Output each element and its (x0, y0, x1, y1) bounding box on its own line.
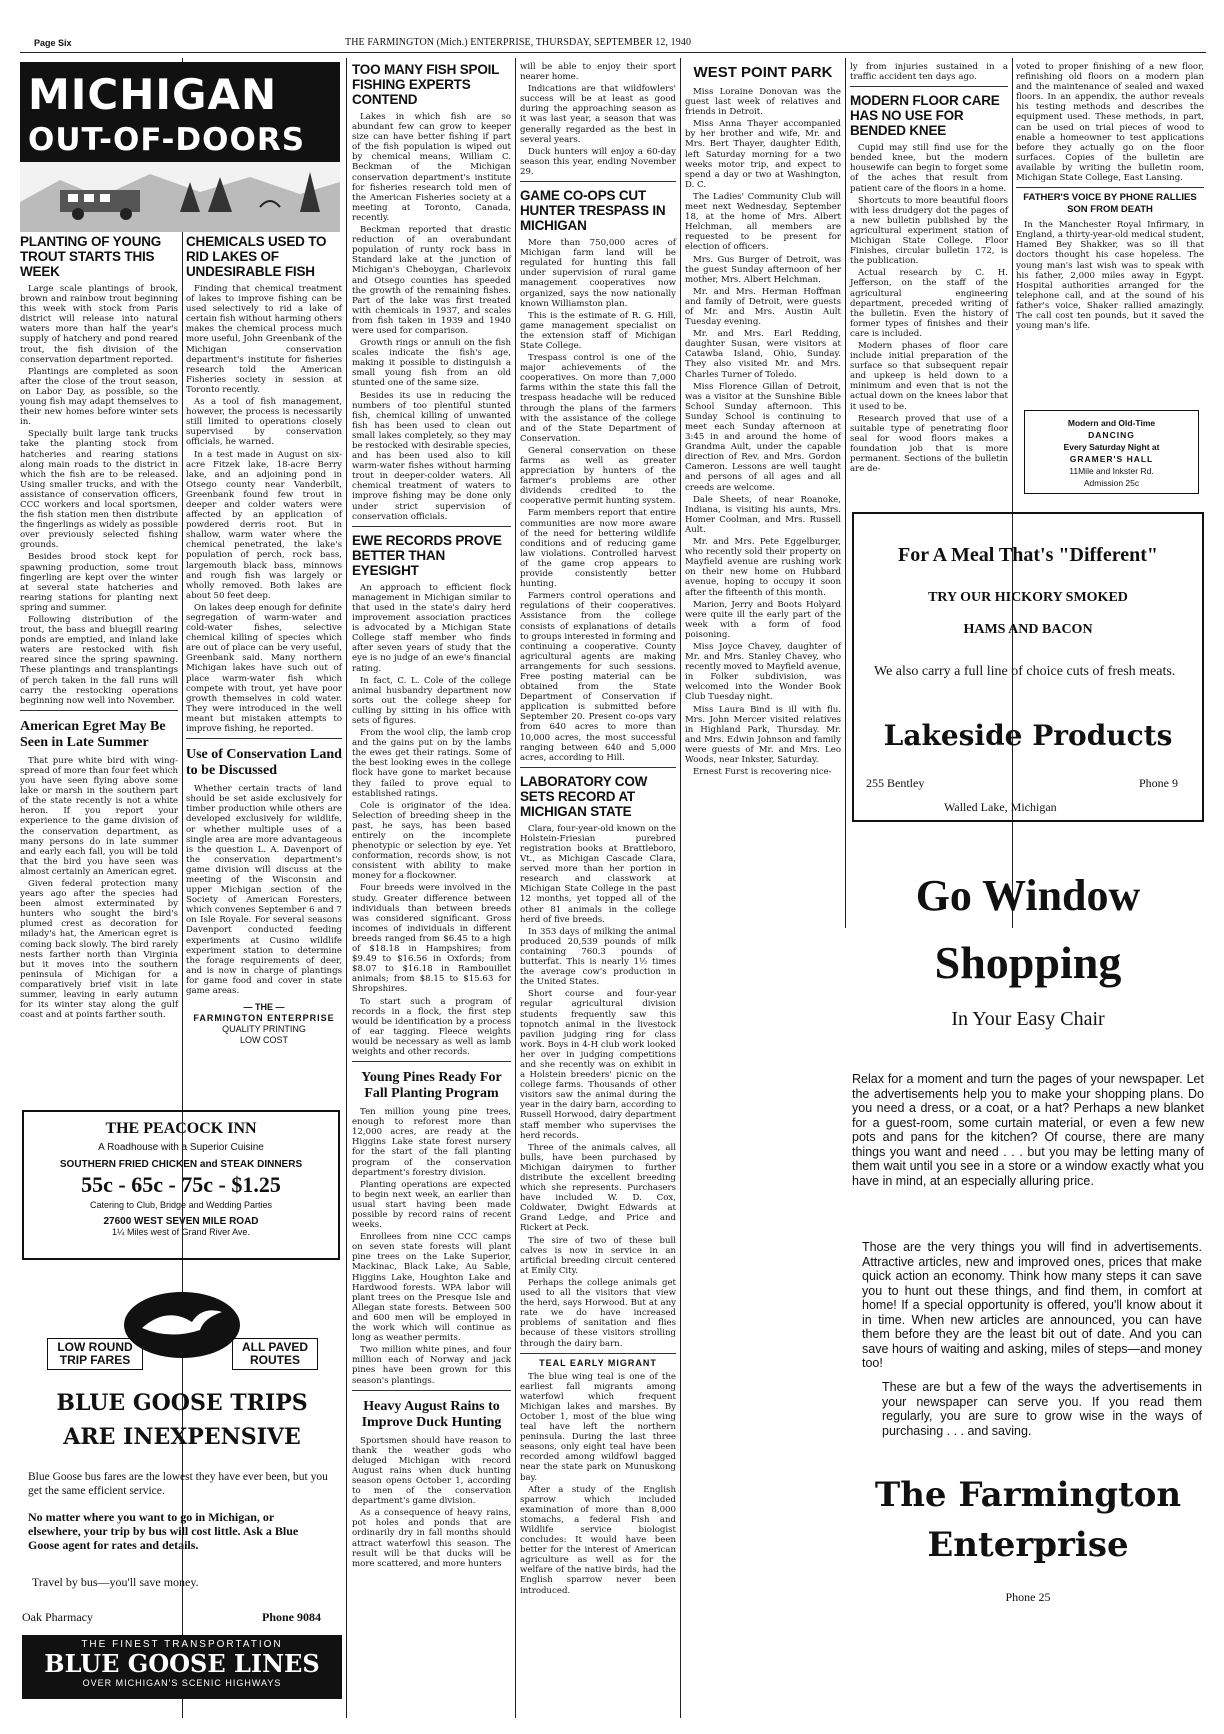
goose-banner-line: OVER MICHIGAN'S SCENIC HIGHWAYS (82, 1678, 282, 1688)
article-paragraph: Growth rings or annuli on the fish scales indicate the fish's age, making it possible to distinguish a small young fish from an old stunted one of the same size. (352, 338, 511, 389)
column-4 (520, 62, 676, 1712)
headline-floor-care: MODERN FLOOR CARE HAS NO USE FOR BENDED KNEE (850, 93, 1000, 139)
column-rule (845, 58, 846, 928)
lakeside-line: TRY OUR HICKORY SMOKED (928, 590, 1128, 605)
goose-headline-1: BLUE GOOSE TRIPS (56, 1390, 308, 1416)
headline-laboratory-cow: LABORATORY COW SETS RECORD AT MICHIGAN STATE (520, 773, 648, 819)
article-paragraph: ly from injuries sustained in a traffic accident ten days ago. (850, 62, 1008, 83)
peacock-sub: A Roadhouse with a Superior Cuisine (98, 1142, 264, 1153)
headline-conservation-land: Use of Conservation Land to be Discussed (186, 747, 342, 779)
article-paragraph: On lakes deep enough for definite segregation of warm-water and cold-water fishes, selective chemical killing of species which are out of place can be very useful, Greenbank said. Many northern Michigan lakes have such out of place warm-water fish which compete with trout, yet have poor growth themselves in cold water. They were introduced in the well meant but mistaken attempts to improve fishing, he reported. (186, 602, 342, 735)
article-paragraph: This is the estimate of R. G. Hill, game management specialist on the extension staff of Michigan State College. (520, 310, 676, 351)
article-paragraph: In a test made in August on six-acre Fitzek lake, 18-acre Berry lake, and an adjoining pond in Otsego county near Vanderbilt, Greenbank found few trout in deeper and colder waters were affected by an application of powdered derris root. But in shallow, warm water where the chemical penetrated, the lake's population of perch, rock bass, largemouth black bass, minnows and rough fish was largely or wholly removed. Both lakes are about 50 feet deep. (186, 449, 342, 601)
column-rule (515, 58, 516, 1718)
goose-paragraph: No matter where you want to go in Michigan, or elsewhere, your trip by bus will cost little. Ask a Blue Goose agent for rates and details. (28, 1510, 299, 1552)
article-paragraph: More than 750,000 acres of Michigan farm land will be regulated for hunting this fall under supervision of rural game management cooperatives now organized, says the now nationally known Williamston plan. (520, 238, 676, 309)
column-rule (346, 58, 347, 1718)
column-rule (680, 58, 681, 1718)
article-paragraph: As a consequence of heavy rains, pot holes and ponds that are ordinarily dry in fall months should attract waterfowl this season. The result will be that ducks will be more scattered, and more hunters (352, 1508, 511, 1569)
window-brand-2: Enterprise (927, 1525, 1129, 1565)
article-paragraph: Cole is originator of the idea. Selection of breeding sheep in the past, he says, has been based entirely on the incomplete phenotypic or selection by eye. Yet conformation, records show, is not consistent with ability to make money for a flockowner. (352, 800, 511, 882)
goose-paragraph: Travel by bus—you'll save money. (32, 1575, 199, 1589)
divider (352, 526, 511, 527)
divider (186, 738, 342, 739)
headline-west-point-park: WEST POINT PARK (693, 64, 833, 81)
masthead: THE FARMINGTON (Mich.) ENTERPRISE, THURSDAY, SEPTEMBER 12, 1940 (345, 37, 692, 48)
window-headline-1: Go Window (915, 871, 1141, 920)
article-paragraph: Finding that chemical treatment of lakes to improve fishing can be used selectively to rid a lake of certain fish without harming others makes the chemical process much more useful, John Greenbank of the Michigan conservation department's institute for fisheries research told the American Fisheries society in session at Toronto recently. (186, 284, 342, 395)
article-paragraph: Enrollees from nine CCC camps on seven state forests will plant pine trees on the Lake Superior, Mackinac, Black Lake, Au Sable, Higgins Lake, Houghton Lake and Hardwood forests. WPA labor will plant trees on the Presque Isle and Allegan state forests. Between 500 and 600 men will be employed in the work which will continue as long as weather permits. (352, 1232, 511, 1344)
article-paragraph: Beckman reported that drastic reduction of an overabundant population of runty rock bass in Standard lake at the junction of Michigan's Cheboygan, Charlevoix and Otsego counties has speeded the growth of the remaining fishes. Part of the lake was first treated with chemicals in 1937, and scales from fish taken in 1939 and 1940 were used for comparison. (352, 225, 511, 336)
goose-paragraph: Blue Goose bus fares are the lowest they have ever been, but you get the same efficient service. (28, 1471, 328, 1497)
article-paragraph: Besides brood stock kept for spawning production, some trout fingerling are kept over the winter at several state hatcheries and rearing stations for planting next spring and summer. (20, 552, 178, 613)
lakeside-phone: Phone 9 (1139, 776, 1178, 790)
article-paragraph: From the wool clip, the lamb crop and the gains put on by the lambs the ewes get their ratings. Some of the best looking ewes in the college flock have gone to market because they failed to prove equal to established ratings. (352, 728, 511, 799)
goose-headline-2: ARE INEXPENSIVE (63, 1424, 301, 1450)
divider (520, 767, 676, 768)
header-rule (20, 52, 1206, 53)
printing-ad-line: — THE — (243, 1002, 285, 1013)
column-3 (352, 62, 511, 1712)
article-paragraph: Short course and four-year regular agricultural division students frequently saw this topnotch animal in the livestock pavilion judging ring for class work. Boys in 4-H club work looked her over in judging competitions and she recently was on exhibit in a Holstein breeders' picnic on the college farms. Thousands of other visitors saw the animal during the year in the dairy barn, according to Russell Horwood, dairy department staff member who supervises the herd records. (520, 989, 676, 1141)
article-paragraph: Lakes in which fish are so abundant few can grow to keeper size can have better fishing if part of the fish population is wiped out by chemical means, William C. Beckman of the Michigan conservation department's institute for fisheries research told men of the American Fisheries society at a meeting at Toronto, Canada, recently. (352, 112, 511, 223)
banner-line1: MICHIGAN (28, 70, 278, 119)
peacock-address: 27600 WEST SEVEN MILE ROAD (103, 1216, 259, 1227)
lakeside-address: 255 Bentley (866, 776, 925, 790)
headline-game-coops: GAME CO-OPS CUT HUNTER TRESPASS IN MICHIGAN (520, 188, 666, 234)
article-paragraph: Miss Florence Gillan of Detroit, was a visitor at the Sunshine Bible School Sunday afternoon. This Sunday School is continuing to meet each Sunday afternoon at 3:45 in and around the home of Grandma Ault, under the capable direction of Rev. and Mrs. Gordon Cameron. Lessons are well taught and persons of all ages and all creeds are welcome. (685, 381, 841, 493)
article-paragraph: Plantings are completed as soon after the close of the trout season, on Labor Day, as possible, so the young fish may adapt themselves to their new homes before winter sets in. (20, 366, 178, 428)
article-paragraph: Mr. and Mrs. Earl Redding, daughter Susan, were visitors at Catawba Island, Ohio, Sunday. They also visited Mr. and Mrs. Charles Turner of Toledo. (685, 329, 841, 380)
lakeside-brand: Lakeside Products (883, 719, 1173, 752)
peacock-dinners: SOUTHERN FRIED CHICKEN and STEAK DINNERS (59, 1159, 303, 1170)
lakeside-town: Walled Lake, Michigan (944, 800, 1057, 814)
article-paragraph: Large scale plantings of brook, brown and rainbow trout beginning this week with stock from Paris district will release into natural waters more than half the year's supply of hatchery and pond reared trout, the fish division of the conservation department reported. (20, 284, 178, 365)
article-paragraph: Perhaps the college animals get used to all the visitors that view the herd, says Horwood. But at any rate we do have increased problems of sanitation and flies because of these visitors strolling through the dairy barn. (520, 1277, 676, 1349)
goose-left-label: LOW ROUND TRIP FARES (47, 1338, 143, 1370)
goose-banner-brand: BLUE GOOSE LINES (44, 1649, 320, 1678)
article-paragraph: Mrs. Gus Burger of Detroit, was the guest Sunday afternoon of her mother, Mrs. Albert Helchman. (685, 254, 841, 285)
lakeside-line: We also carry a full line of choice cuts of fresh meats. (874, 664, 1176, 679)
column-2 (186, 228, 342, 1046)
article-paragraph: will be able to enjoy their sport nearer home. (520, 62, 676, 83)
divider (520, 1353, 676, 1354)
peacock-inn-ad (22, 1110, 340, 1260)
window-paragraph: Those are the very things you will find in advertisements. Attractive articles, new and improved ones, prices that make quick action an economy. Think how many steps it can save you to hunt out these things, and find them, in comfort at home! If a special opportunity is offered, you'll know about it in time. When new articles are announced, you can have them before they are the least bit out of date. And you can save hours of waiting and asking, miles of steps—and money too! (862, 1240, 1202, 1370)
dance-line: Admission 25c (1083, 478, 1140, 488)
window-headline-2: Shopping (934, 937, 1122, 988)
article-paragraph: Miss Joyce Chavey, daughter of Mr. and Mrs. Stanley Chavey, who recently moved to Mayfield avenue, in Folker subdivision, was welcomed into the Wonder Book Club Tuesday night. (685, 641, 841, 703)
dance-line: 11Mile and Inkster Rd. (1069, 466, 1154, 476)
headline-too-many-fish: TOO MANY FISH SPOIL FISHING EXPERTS CONTEND (352, 62, 499, 107)
article-paragraph: Miss Loraine Donovan was the guest last week of relatives and friends in Detroit. (685, 87, 841, 118)
article-paragraph: Given federal protection many years ago after the species had been almost exterminated by hunters who sought the bird's plumed crest as decoration for milady's hat, the American egret is coming back slowly. The bird rarely nests farther north than Virginia but it moves into the southern peninsula of Michigan for a comparatively brief visit in late summer, leaving in early autumn for its winter stay along the gulf coast and at points farther south. (20, 878, 178, 1021)
column-5 (685, 62, 841, 852)
article-paragraph: Sportsmen should have reason to thank the weather gods who deluged Michigan with record August rains when duck hunting season opens October 1, according to men of the conservation department's game division. (352, 1435, 511, 1507)
article-paragraph: The blue wing teal is one of the earliest fall migrants among waterfowl which frequent Michigan lakes and marshes. By October 1, most of the blue wing teal have left the northern peninsula. During the last three seasons, only eight teal have been recorded among wildfowl bagged near the state park on Munuskong bay. (520, 1371, 676, 1483)
lakeside-line: HAMS AND BACON (963, 622, 1093, 637)
article-paragraph: Actual research by C. H. Jefferson, on the staff of the agricultural engineering department, preceded writing of the bulletin. Even the history of former types of finishes and their care is included. (850, 268, 1008, 339)
peacock-address2: 1¼ Miles west of Grand River Ave. (112, 1227, 250, 1237)
article-paragraph: Research proved that use of a suitable type of penetrating floor seal for wood floors makes a foundation job that is more permanent. Sections of the bulletin are de- (850, 413, 1008, 475)
article-paragraph: The Ladies' Community Club will meet next Wednesday, September 18, at the home of Mrs. Albert Helchman, all members are requested to be present for election of officers. (685, 191, 841, 253)
lakeside-title: For A Meal That's "Different" (898, 544, 1158, 566)
column-6 (850, 62, 1008, 502)
page-number: Page Six (34, 38, 72, 48)
dance-line: Every Saturday Night at (1063, 442, 1160, 452)
article-paragraph: Besides its use in reducing the numbers of too plentiful stunted fish, chemical killing of unwanted fish has been used to clean out small lakes completely, so they may be restocked with desirable species, and has been used also to kill warm-water fishes without harming trout in deeper-colder waters. All chemical treatment of waters to improve fishing may be done only under strict supervision of conservation officials. (352, 390, 511, 522)
divider (20, 710, 178, 711)
article-paragraph: To start such a program of records in a flock, the first step would be identification by a process of ear tagging. Fleece weights would be necessary as well as lamb weights and other records. (352, 996, 511, 1057)
article-paragraph: After a study of the English sparrow which included examination of more than 8,000 stomachs, a federal Fish and Wildlife service biologist concludes: It would have been better for the interest of American agriculture as well as for the welfare of the native birds, had the English sparrow never been introduced. (520, 1484, 676, 1596)
window-headline-3: In Your Easy Chair (951, 1008, 1105, 1030)
article-paragraph: That pure white bird with wing-spread of more than four feet which you have seen flying above some lake or marsh in the southern part of the state recently is not a white heron. If you report your experience to the game division of the conservation department, as many persons do in late summer and early each fall, you will be told that the bird you have seen was almost certainly an American egret. (20, 755, 178, 877)
window-brand-1: The Farmington (874, 1475, 1182, 1515)
window-phone: Phone 25 (1005, 1590, 1051, 1604)
article-paragraph: The sire of two of these bull calves is now in service in an artificial breeding circuit centered at Emily City. (520, 1235, 676, 1276)
article-paragraph: Cupid may still find use for the bended knee, but the modern housewife can begin to forget some of the aches that result from patient care of the floors in a home. (850, 143, 1008, 194)
article-paragraph: Dale Sheets, of near Roanoke, Indiana, is visiting his aunts, Mrs. Homer Coolman, and Mrs. Russell Ault. (685, 494, 841, 535)
goose-banner-line: THE FINEST TRANSPORTATION (81, 1639, 283, 1650)
peacock-prices: 55c - 65c - 75c - $1.25 (81, 1172, 281, 1197)
banner-line2: OUT-OF-DOORS (28, 122, 306, 158)
headline-ewe-records: EWE RECORDS PROVE BETTER THAN EYESIGHT (352, 532, 502, 578)
headline-fathers-voice: FATHER'S VOICE BY PHONE RALLIES SON FROM DEATH (1023, 192, 1197, 216)
article-paragraph: Specially built large tank trucks take the planting stock from hatcheries and rearing stations along main roads to the district in which the fish are to be released. Using smaller trucks, and with the assistance of conservation officers, CCC workers and local sportsmen, the fish station men then distribute the fingerlings as widely as possible over previously selected fishing grounds. (20, 429, 178, 551)
goose-agent: Oak Pharmacy (22, 1610, 93, 1624)
article-paragraph: General conservation on these farms as well as greater appreciation by hunters of the farmer's problems are other dividends credited to the cooperative permit hunting system. (520, 445, 676, 507)
window-paragraph: Relax for a moment and turn the pages of your newspaper. Let the advertisements help you to make your shopping plans. Do you need a dress, or a coat, or a hat? Perhaps a new blanket for a guest-room, some curtain material, or even a few new pots and pans for the kitchen? Of course, there are many things you want and need . . . but you may be letting many of them wait until you see in a store or a window exactly what you have in mind, at an especially alluring price. (852, 1072, 1204, 1188)
window-shopping-ad (852, 840, 1204, 1714)
peacock-title: THE PEACOCK INN (105, 1120, 257, 1137)
printing-ad-line: QUALITY PRINTING (222, 1024, 306, 1035)
article-paragraph: Farmers control operations and regulations of their cooperatives. Assistance from the college consists of explanations of details to groups interested in forming and continuing a cooperative. County agricultural agents are making arrangements for such sessions. Free posting material can be obtained from the State Department of Conservation if application is submitted before September 20. Present co-ops vary from 640 acres to more than 10,000 acres, the most successful ranging between 640 and 5,000 acres, according to Hill. (520, 591, 676, 763)
goose-phone: Phone 9084 (262, 1610, 322, 1624)
article-paragraph: Ten million young pine trees, enough to reforest more than 12,000 acres, are ready at the Higgins Lake state forest nursery for the start of the fall planting program of the conservation department's forestry division. (352, 1107, 511, 1178)
dance-line: Modern and Old-Time (1067, 418, 1156, 428)
article-paragraph: An approach to efficient flock management in Michigan similar to that used in the state's dairy herd improvement association practices is advocated by a Michigan State College staff member who finds after seven years of study that the eye is no judge of an ewe's financial rating. (352, 582, 511, 674)
printing-ad-line: LOW COST (239, 1035, 288, 1046)
lakeside-products-ad (852, 512, 1204, 822)
dance-line: DANCING (1088, 430, 1135, 440)
headline-young-pines: Young Pines Ready For Fall Planting Program (361, 1070, 502, 1102)
column-1 (20, 228, 178, 1021)
headline-trout: PLANTING OF YOUNG TROUT STARTS THIS WEEK (20, 234, 162, 279)
article-paragraph: In fact, C. L. Cole of the college animal husbandry department now sorts out the college sheep for culling by sitting in his office with sets of figures. (352, 675, 511, 726)
article-paragraph: Mr. and Mrs. Herman Hoffman and family of Detroit, were guests of Mr. and Mrs. Austin Ault Tuesday evening. (685, 286, 841, 328)
printing-ad-line: FARMINGTON ENTERPRISE (193, 1013, 335, 1024)
article-paragraph: Whether certain tracts of land should be set aside exclusively for timber production while others are developed exclusively for wildlife, or whether multiple uses of a single area are more advantageous is the question L. A. Davenport of the conservation department's game division will discuss at the meeting of the Wisconsin and upper Michigan section of the Society of American Foresters, which convenes September 6 and 7 on Isle Royale. For several seasons Davenport conducted feeding experiments at Cusino wildlife experiment station to determine the forage requirements of deer, and is now in charge of plantings for game food and cover in state game areas. (186, 784, 342, 996)
article-paragraph: voted to proper finishing of a new floor, refinishing old floors on a modern plan and the maintenance of sealed and waxed floors. In an appendix, the author reveals his testing methods and describes the equipment used. These methods, in part, can be used on trial pieces of wood to enable a homeowner to test applications before they actually go on the floor surfaces. Copies of the bulletin are available by writing the bulletin room, Michigan State College, East Lansing. (1016, 62, 1204, 184)
article-paragraph: Four breeds were involved in the study. Greater difference between individuals than between breeds was considered significant. Gross incomes of individuals in different breeds ranged from $6.45 to a high of $18.18 in Hampshires; from $9.49 to $16.56 in Oxfords; from $8.07 to $16.18 in Rambouillet animals; from $8.15 to $15.63 for Shropshires. (352, 883, 511, 995)
printing-ad (186, 1002, 342, 1046)
article-paragraph: Planting operations are expected to begin next week, an earlier than usual start having been made possible by record rains of recent weeks. (352, 1179, 511, 1231)
window-paragraph: These are but a few of the ways the advertisements in your newspaper can serve you. If you read them regularly, you are sure to grow wise in the ways of purchasing . . . and saving. (882, 1380, 1202, 1438)
column-7 (1016, 62, 1204, 392)
article-paragraph: Modern phases of floor care include initial preparation of the surface so that subsequent repair and upkeep is held down to a minimum and even that is not the actual down on the knees labor that it used to be. (850, 340, 1008, 412)
headline-duck-hunting: Heavy August Rains to Improve Duck Hunting (361, 1398, 502, 1430)
article-paragraph: Indications are that wildfowlers' success will be at least as good during the approaching season as it was last year, a season that was generally regarded as the best in several years. (520, 84, 676, 145)
article-paragraph: Three of the animals calves, all bulls, have been purchased by Michigan dairymen to further distribute the excellent breeding which she represents. Purchasers have included W. D. Cox, Coldwater, Dwight Edwards at Grand Ledge, and Price and Rickert at Peck. (520, 1142, 676, 1234)
headline-teal: TEAL EARLY MIGRANT (539, 1357, 657, 1368)
headline-egret: American Egret May Be Seen in Late Summer (20, 718, 166, 750)
article-paragraph: Miss Anna Thayer accompanied by her brother and wife, Mr. and Mrs. Bert Thayer, daughter Edith, left Saturday morning for a two weeks motor trip, and expect to spend a day or two at Washington, D. C. (685, 119, 841, 190)
article-paragraph: Miss Laura Bind is ill with flu. Mrs. John Mercer visited relatives in Highland Park, Thursday. Mr. and Mrs. Edwin Johnson and family were guests of Mr. and Mrs. Leo Woods, near Inkster, Saturday. (685, 704, 841, 765)
article-paragraph: Ernest Furst is recovering nice- (693, 767, 832, 778)
dance-ad (1024, 410, 1199, 494)
article-paragraph: Farm members report that entire communities are now more aware of the need for bettering wildlife conditions and of reducing game law violations. Controlled harvest of the game crop appears to provide consistently better hunting. (520, 508, 676, 590)
article-paragraph: In the Manchester Royal Infirmary, in England, a thirty-year-old medical student, Hamed Bey Shakker, was so ill that doctors thought his case hopeless. The young man's last wish was to speak with his father, 2,000 miles away in Egypt. Hospital authorities arranged for the telephone call, and at the sound of his father's voice, Shaker rallied amazingly. The call cost ten pounds, but it saved the young man's life. (1016, 220, 1204, 332)
goose-right-label: ALL PAVED ROUTES (232, 1338, 318, 1370)
divider (850, 86, 1008, 87)
dance-line: GRAMER'S HALL (1069, 454, 1154, 464)
article-paragraph: As a tool of fish management, however, the process is necessarily still limited to operations closely supervised by conservation officials, he warned. (186, 397, 342, 448)
article-paragraph: Mr. and Mrs. Pete Eggelburger, who recently sold their property on Mayfield avenue are rushing work on their new home on Hubbard avenue, hoping to occupy it soon after the fifteenth of this month. (685, 537, 841, 598)
article-paragraph: In 353 days of milking the animal produced 20,539 pounds of milk containing 760.3 pounds of butterfat. This is nearly 1½ times the average cow's production in the United States. (520, 926, 676, 988)
article-paragraph: Two million white pines, and four million each of Norway and jack pines have been grown for this season's plantings. (352, 1345, 511, 1386)
article-paragraph: Following distribution of the trout, the bass and bluegill rearing ponds are emptied, and inland lake waters are restocked with fish reared since the spring spawning. These plantings and transplantings of perch taken in the fall runs will carry the restocking operations beginning now well into November. (20, 615, 178, 706)
article-paragraph: Clara, four-year-old known on the Holstein-Friesian purebred registration books at Brattleboro, Vt., as Michigan Cascade Clara, served more than her portion in research and classwork at Michigan State College in the past 12 months, yet topped all of the other 81 animals in the college herd of five breeds. (520, 823, 676, 925)
divider (352, 1390, 511, 1391)
article-paragraph: Trespass control is one of the major achievements of the cooperatives. On more than 7,000 farms within the state this fall the trespass headache will be reduced through the plans of the farmers with the assistance of the college and of the State Department of Conservation. (520, 353, 676, 444)
divider (1016, 187, 1204, 188)
article-paragraph: Shortcuts to more beautiful floors with less drudgery dot the pages of a new bulletin published by the agricultural experiment station of Michigan State College. Floor Finishes, circular bulletin 172, is the publication. (850, 195, 1008, 267)
peacock-catering: Catering to Club, Bridge and Wedding Parties (90, 1200, 272, 1210)
goose-banner (22, 1635, 342, 1699)
out-of-doors-banner (20, 62, 340, 222)
article-paragraph: Duck hunters will enjoy a 60-day season this year, ending November 29. (520, 146, 676, 177)
outdoor-scene-illustration (20, 162, 340, 232)
blue-goose-ad (22, 1290, 342, 1720)
article-paragraph: Marion, Jerry and Boots Holyard were quite ill the early part of the week with a form of food poisoning. (685, 599, 841, 640)
divider (520, 181, 676, 182)
headline-chemicals: CHEMICALS USED TO RID LAKES OF UNDESIRABLE FISH (186, 234, 327, 279)
divider (352, 1061, 511, 1062)
